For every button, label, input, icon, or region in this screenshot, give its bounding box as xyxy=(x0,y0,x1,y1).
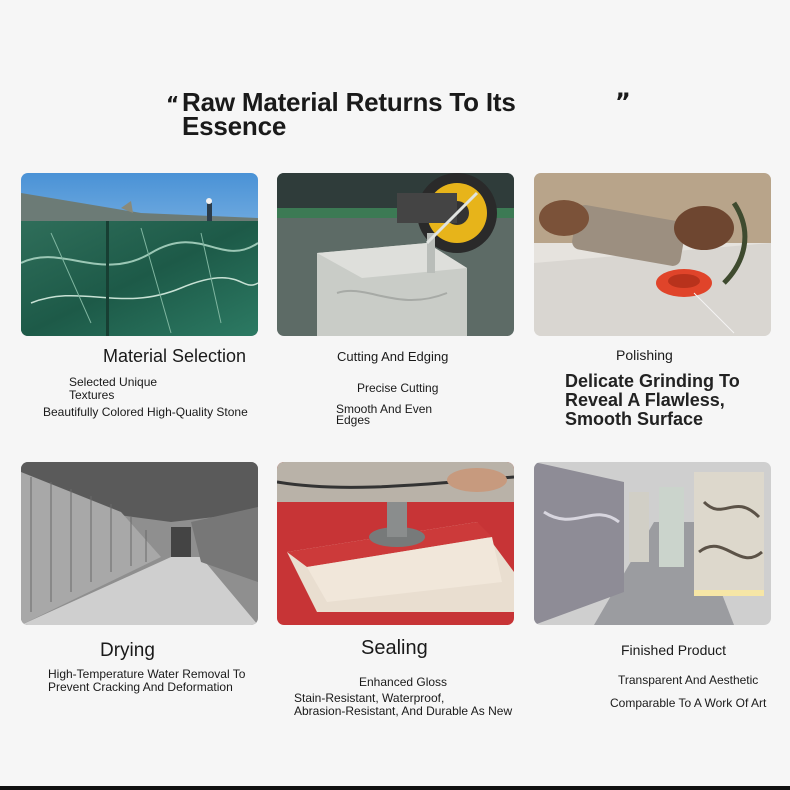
page-title-line-2: Essence xyxy=(182,111,287,141)
step-heading-material-selection: Material Selection xyxy=(103,346,247,366)
step-5-line-3: Abrasion-Resistant, And Durable As New xyxy=(294,704,513,718)
step-2-line-1: Precise Cutting xyxy=(357,381,439,395)
step-2-line-3: Edges xyxy=(336,413,371,427)
step-4-line-2: Prevent Cracking And Deformation xyxy=(48,680,233,694)
step-1-line-1: Selected Unique xyxy=(69,375,158,389)
bottom-divider xyxy=(0,786,790,790)
polishing-photo xyxy=(534,173,771,336)
step-5-line-1: Enhanced Gloss xyxy=(359,675,448,689)
step-3-line-2: Reveal A Flawless, xyxy=(565,390,725,410)
finished-product-photo xyxy=(534,462,771,625)
step-4-line-1: High-Temperature Water Removal To xyxy=(48,667,246,681)
open-quote-mark: “ xyxy=(166,92,180,116)
cutting-photo xyxy=(277,173,514,336)
step-heading-polishing: Polishing xyxy=(616,347,673,363)
step-heading-sealing: Sealing xyxy=(361,637,428,659)
sealing-photo xyxy=(277,462,514,625)
page-title-line-1: Raw Material Returns To Its xyxy=(182,87,516,117)
step-1-line-2: Textures xyxy=(69,388,115,402)
step-1-line-3: Beautifully Colored High-Quality Stone xyxy=(43,405,248,419)
step-heading-drying: Drying xyxy=(100,640,155,661)
step-3-line-3: Smooth Surface xyxy=(565,409,704,429)
step-heading-finished-product: Finished Product xyxy=(621,642,727,658)
step-2-line-2: Smooth And Even xyxy=(336,402,433,416)
close-quote-mark: ” xyxy=(615,88,631,116)
step-6-line-1: Transparent And Aesthetic xyxy=(618,673,759,687)
drying-photo xyxy=(21,462,258,625)
step-5-line-2: Stain-Resistant, Waterproof, xyxy=(294,691,445,705)
step-heading-cutting-and-edging: Cutting And Edging xyxy=(337,349,449,364)
step-6-line-2: Comparable To A Work Of Art xyxy=(610,696,767,710)
quarry-photo xyxy=(21,173,258,336)
step-3-line-1: Delicate Grinding To xyxy=(565,371,740,391)
page-title xyxy=(182,87,602,141)
